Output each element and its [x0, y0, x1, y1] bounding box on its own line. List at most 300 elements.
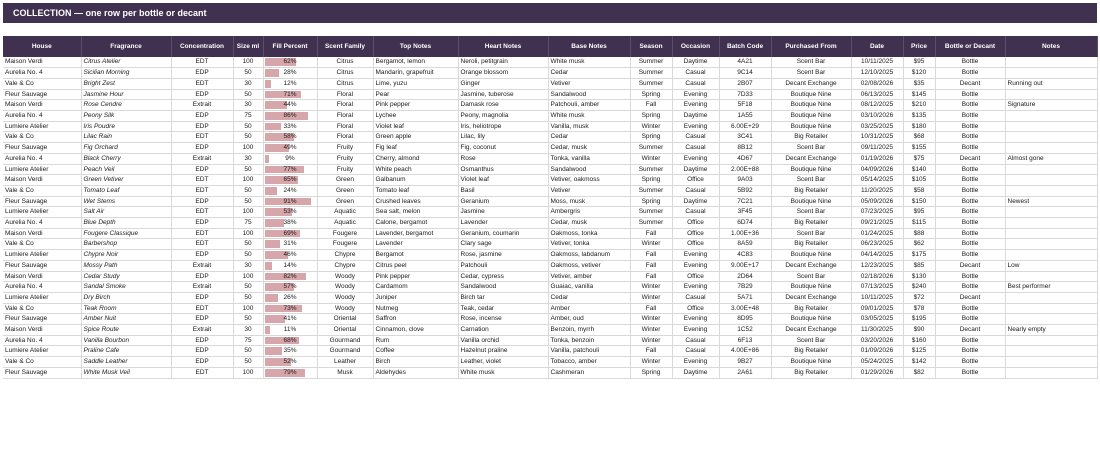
purchased-from-cell[interactable]: Decant Exchange	[771, 292, 851, 303]
bottle-or-decant-cell[interactable]: Bottle	[935, 175, 1005, 186]
date-cell[interactable]: 03/10/2026	[851, 111, 903, 122]
occasion-cell[interactable]: Casual	[672, 143, 719, 154]
scent-family-cell[interactable]: Floral	[317, 89, 373, 100]
scent-family-cell[interactable]: Floral	[317, 111, 373, 122]
batch-code-cell[interactable]: 9A03	[719, 175, 771, 186]
batch-code-cell[interactable]: 1C52	[719, 325, 771, 336]
base-notes-cell[interactable]: Cedar, musk	[548, 143, 630, 154]
purchased-from-cell[interactable]: Boutique Nine	[771, 250, 851, 261]
notes-cell[interactable]	[1005, 303, 1097, 314]
heart-notes-cell[interactable]: Orange blossom	[458, 68, 548, 79]
table-row[interactable]	[3, 164, 1097, 175]
notes-cell[interactable]: Running out	[1005, 78, 1097, 89]
table-row[interactable]	[3, 196, 1097, 207]
date-cell[interactable]: 05/09/2026	[851, 196, 903, 207]
top-notes-cell[interactable]: Green apple	[373, 132, 458, 143]
batch-code-cell[interactable]: 3.00E+48	[719, 303, 771, 314]
table-row[interactable]	[3, 121, 1097, 132]
date-cell[interactable]: 07/23/2025	[851, 207, 903, 218]
column-header[interactable]: Top Notes	[373, 36, 458, 57]
top-notes-cell[interactable]: Violet leaf	[373, 121, 458, 132]
batch-code-cell[interactable]: 2A61	[719, 367, 771, 378]
top-notes-cell[interactable]: Aldehydes	[373, 367, 458, 378]
price-cell[interactable]: $115	[903, 218, 935, 229]
column-header[interactable]: Scent Family	[317, 36, 373, 57]
table-row[interactable]	[3, 207, 1097, 218]
fill-percent-cell[interactable]	[263, 367, 317, 378]
table-row[interactable]	[3, 57, 1097, 68]
base-notes-cell[interactable]: Cedar	[548, 68, 630, 79]
price-cell[interactable]: $240	[903, 282, 935, 293]
concentration-cell[interactable]: EDP	[171, 314, 233, 325]
table-row[interactable]	[3, 175, 1097, 186]
occasion-cell[interactable]: Evening	[672, 314, 719, 325]
notes-cell[interactable]: Newest	[1005, 196, 1097, 207]
batch-code-cell[interactable]: 3F45	[719, 207, 771, 218]
concentration-cell[interactable]: EDP	[171, 271, 233, 282]
column-header[interactable]: House	[3, 36, 81, 57]
house-cell[interactable]: Fleur Sauvage	[3, 143, 81, 154]
fill-percent-cell[interactable]	[263, 325, 317, 336]
price-cell[interactable]: $75	[903, 153, 935, 164]
date-cell[interactable]: 02/08/2026	[851, 78, 903, 89]
top-notes-cell[interactable]: Fig leaf	[373, 143, 458, 154]
fragrance-cell[interactable]: Vanilla Bourbon	[81, 335, 171, 346]
bottle-or-decant-cell[interactable]: Bottle	[935, 143, 1005, 154]
price-cell[interactable]: $82	[903, 367, 935, 378]
house-cell[interactable]: Maison Verdi	[3, 100, 81, 111]
occasion-cell[interactable]: Daytime	[672, 164, 719, 175]
fragrance-cell[interactable]: Bright Zest	[81, 78, 171, 89]
season-cell[interactable]: Winter	[630, 153, 672, 164]
top-notes-cell[interactable]: Tomato leaf	[373, 185, 458, 196]
fragrance-cell[interactable]: Amber Nuit	[81, 314, 171, 325]
size-cell[interactable]: 75	[233, 218, 263, 229]
bottle-or-decant-cell[interactable]: Decant	[935, 325, 1005, 336]
bottle-or-decant-cell[interactable]: Bottle	[935, 346, 1005, 357]
heart-notes-cell[interactable]: Clary sage	[458, 239, 548, 250]
date-cell[interactable]: 03/05/2025	[851, 314, 903, 325]
batch-code-cell[interactable]: 8D95	[719, 314, 771, 325]
occasion-cell[interactable]: Daytime	[672, 196, 719, 207]
base-notes-cell[interactable]: Cedar	[548, 292, 630, 303]
batch-code-cell[interactable]: 9C14	[719, 68, 771, 79]
season-cell[interactable]: Summer	[630, 57, 672, 68]
price-cell[interactable]: $88	[903, 228, 935, 239]
date-cell[interactable]: 06/13/2025	[851, 89, 903, 100]
date-cell[interactable]: 09/01/2025	[851, 303, 903, 314]
date-cell[interactable]: 11/20/2025	[851, 185, 903, 196]
fragrance-cell[interactable]: Lilac Rain	[81, 132, 171, 143]
size-cell[interactable]: 50	[233, 357, 263, 368]
concentration-cell[interactable]: EDP	[171, 196, 233, 207]
heart-notes-cell[interactable]: Cedar, cypress	[458, 271, 548, 282]
scent-family-cell[interactable]: Chypre	[317, 250, 373, 261]
scent-family-cell[interactable]: Oriental	[317, 325, 373, 336]
table-row[interactable]	[3, 292, 1097, 303]
purchased-from-cell[interactable]: Big Retailer	[771, 367, 851, 378]
table-row[interactable]	[3, 185, 1097, 196]
purchased-from-cell[interactable]: Decant Exchange	[771, 153, 851, 164]
base-notes-cell[interactable]: Tonka, vanilla	[548, 153, 630, 164]
concentration-cell[interactable]: EDT	[171, 303, 233, 314]
size-cell[interactable]: 75	[233, 335, 263, 346]
concentration-cell[interactable]: Extrait	[171, 325, 233, 336]
column-header[interactable]: Season	[630, 36, 672, 57]
table-row[interactable]	[3, 271, 1097, 282]
season-cell[interactable]: Winter	[630, 314, 672, 325]
occasion-cell[interactable]: Evening	[672, 250, 719, 261]
price-cell[interactable]: $155	[903, 143, 935, 154]
batch-code-cell[interactable]: 6D74	[719, 218, 771, 229]
heart-notes-cell[interactable]: Fig, coconut	[458, 143, 548, 154]
base-notes-cell[interactable]: Vetiver	[548, 78, 630, 89]
top-notes-cell[interactable]: Lavender, bergamot	[373, 228, 458, 239]
bottle-or-decant-cell[interactable]: Bottle	[935, 132, 1005, 143]
fill-percent-cell[interactable]	[263, 175, 317, 186]
fill-percent-cell[interactable]	[263, 185, 317, 196]
fill-percent-cell[interactable]	[263, 346, 317, 357]
heart-notes-cell[interactable]: Neroli, petitgrain	[458, 57, 548, 68]
occasion-cell[interactable]: Casual	[672, 335, 719, 346]
concentration-cell[interactable]: EDT	[171, 78, 233, 89]
season-cell[interactable]: Winter	[630, 282, 672, 293]
season-cell[interactable]: Fall	[630, 271, 672, 282]
notes-cell[interactable]	[1005, 357, 1097, 368]
size-cell[interactable]: 100	[233, 367, 263, 378]
heart-notes-cell[interactable]: Rose	[458, 153, 548, 164]
occasion-cell[interactable]: Office	[672, 218, 719, 229]
purchased-from-cell[interactable]: Boutique Nine	[771, 314, 851, 325]
scent-family-cell[interactable]: Gourmand	[317, 335, 373, 346]
fill-percent-cell[interactable]	[263, 250, 317, 261]
top-notes-cell[interactable]: White peach	[373, 164, 458, 175]
notes-cell[interactable]	[1005, 132, 1097, 143]
purchased-from-cell[interactable]: Scent Bar	[771, 335, 851, 346]
bottle-or-decant-cell[interactable]: Decant	[935, 78, 1005, 89]
base-notes-cell[interactable]: Vanilla, patchouli	[548, 346, 630, 357]
price-cell[interactable]: $90	[903, 325, 935, 336]
fill-percent-cell[interactable]	[263, 282, 317, 293]
price-cell[interactable]: $140	[903, 164, 935, 175]
season-cell[interactable]: Summer	[630, 164, 672, 175]
size-cell[interactable]: 50	[233, 292, 263, 303]
date-cell[interactable]: 05/24/2025	[851, 357, 903, 368]
base-notes-cell[interactable]: Sandalwood	[548, 164, 630, 175]
concentration-cell[interactable]: EDP	[171, 292, 233, 303]
concentration-cell[interactable]: EDP	[171, 68, 233, 79]
size-cell[interactable]: 100	[233, 228, 263, 239]
date-cell[interactable]: 09/21/2025	[851, 218, 903, 229]
base-notes-cell[interactable]: Benzoin, myrrh	[548, 325, 630, 336]
scent-family-cell[interactable]: Fruity	[317, 143, 373, 154]
scent-family-cell[interactable]: Fougere	[317, 228, 373, 239]
notes-cell[interactable]	[1005, 143, 1097, 154]
bottle-or-decant-cell[interactable]: Bottle	[935, 218, 1005, 229]
house-cell[interactable]: Maison Verdi	[3, 228, 81, 239]
date-cell[interactable]: 02/18/2026	[851, 271, 903, 282]
notes-cell[interactable]: Low	[1005, 260, 1097, 271]
notes-cell[interactable]	[1005, 175, 1097, 186]
purchased-from-cell[interactable]: Scent Bar	[771, 175, 851, 186]
heart-notes-cell[interactable]: Iris, heliotrope	[458, 121, 548, 132]
season-cell[interactable]: Summer	[630, 68, 672, 79]
batch-code-cell[interactable]: 6.00E+29	[719, 121, 771, 132]
table-row[interactable]	[3, 89, 1097, 100]
fragrance-cell[interactable]: Teak Room	[81, 303, 171, 314]
notes-cell[interactable]	[1005, 68, 1097, 79]
fragrance-cell[interactable]: Salt Air	[81, 207, 171, 218]
fragrance-cell[interactable]: Fougere Classique	[81, 228, 171, 239]
base-notes-cell[interactable]: White musk	[548, 57, 630, 68]
concentration-cell[interactable]: EDP	[171, 143, 233, 154]
bottle-or-decant-cell[interactable]: Bottle	[935, 89, 1005, 100]
fill-percent-cell[interactable]	[263, 57, 317, 68]
date-cell[interactable]: 10/11/2025	[851, 57, 903, 68]
price-cell[interactable]: $95	[903, 207, 935, 218]
size-cell[interactable]: 100	[233, 271, 263, 282]
occasion-cell[interactable]: Evening	[672, 121, 719, 132]
occasion-cell[interactable]: Evening	[672, 153, 719, 164]
season-cell[interactable]: Fall	[630, 260, 672, 271]
batch-code-cell[interactable]: 4D67	[719, 153, 771, 164]
heart-notes-cell[interactable]: Peony, magnolia	[458, 111, 548, 122]
table-row[interactable]	[3, 314, 1097, 325]
date-cell[interactable]: 07/13/2025	[851, 282, 903, 293]
date-cell[interactable]: 10/11/2025	[851, 292, 903, 303]
fragrance-cell[interactable]: Fig Orchard	[81, 143, 171, 154]
purchased-from-cell[interactable]: Boutique Nine	[771, 100, 851, 111]
top-notes-cell[interactable]: Citrus peel	[373, 260, 458, 271]
occasion-cell[interactable]: Evening	[672, 100, 719, 111]
scent-family-cell[interactable]: Fruity	[317, 153, 373, 164]
concentration-cell[interactable]: EDT	[171, 239, 233, 250]
batch-code-cell[interactable]: 7D33	[719, 89, 771, 100]
concentration-cell[interactable]: EDP	[171, 111, 233, 122]
column-header[interactable]: Size ml	[233, 36, 263, 57]
top-notes-cell[interactable]: Juniper	[373, 292, 458, 303]
heart-notes-cell[interactable]: Jasmine, tuberose	[458, 89, 548, 100]
fill-percent-cell[interactable]	[263, 121, 317, 132]
bottle-or-decant-cell[interactable]: Bottle	[935, 121, 1005, 132]
base-notes-cell[interactable]: Vetiver	[548, 185, 630, 196]
fragrance-cell[interactable]: Barbershop	[81, 239, 171, 250]
occasion-cell[interactable]: Office	[672, 175, 719, 186]
price-cell[interactable]: $85	[903, 260, 935, 271]
price-cell[interactable]: $142	[903, 357, 935, 368]
size-cell[interactable]: 50	[233, 239, 263, 250]
purchased-from-cell[interactable]: Boutique Nine	[771, 196, 851, 207]
base-notes-cell[interactable]: Vetiver, amber	[548, 271, 630, 282]
batch-code-cell[interactable]: 5A71	[719, 292, 771, 303]
notes-cell[interactable]: Nearly empty	[1005, 325, 1097, 336]
heart-notes-cell[interactable]: Hazelnut praline	[458, 346, 548, 357]
date-cell[interactable]: 04/09/2026	[851, 164, 903, 175]
concentration-cell[interactable]: EDP	[171, 346, 233, 357]
house-cell[interactable]: Aurelia No. 4	[3, 282, 81, 293]
top-notes-cell[interactable]: Nutmeg	[373, 303, 458, 314]
batch-code-cell[interactable]: 6F13	[719, 335, 771, 346]
heart-notes-cell[interactable]: Vanilla orchid	[458, 335, 548, 346]
price-cell[interactable]: $210	[903, 100, 935, 111]
batch-code-cell[interactable]: 1.00E+36	[719, 228, 771, 239]
fragrance-cell[interactable]: Black Cherry	[81, 153, 171, 164]
notes-cell[interactable]	[1005, 335, 1097, 346]
table-row[interactable]	[3, 68, 1097, 79]
size-cell[interactable]: 50	[233, 250, 263, 261]
batch-code-cell[interactable]: 4.00E+86	[719, 346, 771, 357]
house-cell[interactable]: Maison Verdi	[3, 325, 81, 336]
price-cell[interactable]: $62	[903, 239, 935, 250]
bottle-or-decant-cell[interactable]: Bottle	[935, 185, 1005, 196]
notes-cell[interactable]	[1005, 89, 1097, 100]
purchased-from-cell[interactable]: Decant Exchange	[771, 78, 851, 89]
occasion-cell[interactable]: Evening	[672, 260, 719, 271]
scent-family-cell[interactable]: Chypre	[317, 260, 373, 271]
scent-family-cell[interactable]: Green	[317, 196, 373, 207]
fill-percent-cell[interactable]	[263, 132, 317, 143]
purchased-from-cell[interactable]: Scent Bar	[771, 68, 851, 79]
base-notes-cell[interactable]: Cashmeran	[548, 367, 630, 378]
fill-percent-cell[interactable]	[263, 335, 317, 346]
fragrance-cell[interactable]: Dry Birch	[81, 292, 171, 303]
fragrance-cell[interactable]: Peony Silk	[81, 111, 171, 122]
scent-family-cell[interactable]: Woody	[317, 292, 373, 303]
top-notes-cell[interactable]: Pear	[373, 89, 458, 100]
notes-cell[interactable]	[1005, 271, 1097, 282]
date-cell[interactable]: 03/25/2025	[851, 121, 903, 132]
purchased-from-cell[interactable]: Boutique Nine	[771, 89, 851, 100]
purchased-from-cell[interactable]: Boutique Nine	[771, 164, 851, 175]
fragrance-cell[interactable]: White Musk Veil	[81, 367, 171, 378]
fragrance-cell[interactable]: Green Vetiver	[81, 175, 171, 186]
column-header[interactable]: Fragrance	[81, 36, 171, 57]
bottle-or-decant-cell[interactable]: Decant	[935, 260, 1005, 271]
table-row[interactable]	[3, 250, 1097, 261]
date-cell[interactable]: 09/11/2025	[851, 143, 903, 154]
column-header[interactable]: Occasion	[672, 36, 719, 57]
season-cell[interactable]: Summer	[630, 143, 672, 154]
table-row[interactable]	[3, 153, 1097, 164]
size-cell[interactable]: 50	[233, 196, 263, 207]
house-cell[interactable]: Aurelia No. 4	[3, 335, 81, 346]
date-cell[interactable]: 12/10/2025	[851, 68, 903, 79]
season-cell[interactable]: Fall	[630, 250, 672, 261]
house-cell[interactable]: Lumiere Atelier	[3, 292, 81, 303]
occasion-cell[interactable]: Office	[672, 228, 719, 239]
concentration-cell[interactable]: EDT	[171, 132, 233, 143]
batch-code-cell[interactable]: 9.00E+17	[719, 260, 771, 271]
top-notes-cell[interactable]: Bergamot, lemon	[373, 57, 458, 68]
fill-percent-cell[interactable]	[263, 111, 317, 122]
house-cell[interactable]: Vale & Co	[3, 132, 81, 143]
fill-percent-cell[interactable]	[263, 292, 317, 303]
bottle-or-decant-cell[interactable]: Bottle	[935, 228, 1005, 239]
season-cell[interactable]: Summer	[630, 185, 672, 196]
top-notes-cell[interactable]: Pink pepper	[373, 100, 458, 111]
house-cell[interactable]: Lumiere Atelier	[3, 121, 81, 132]
scent-family-cell[interactable]: Citrus	[317, 78, 373, 89]
size-cell[interactable]: 30	[233, 153, 263, 164]
size-cell[interactable]: 50	[233, 89, 263, 100]
top-notes-cell[interactable]: Cinnamon, clove	[373, 325, 458, 336]
price-cell[interactable]: $195	[903, 314, 935, 325]
fragrance-cell[interactable]: Cedar Study	[81, 271, 171, 282]
heart-notes-cell[interactable]: Patchouli	[458, 260, 548, 271]
house-cell[interactable]: Aurelia No. 4	[3, 218, 81, 229]
notes-cell[interactable]	[1005, 292, 1097, 303]
table-row[interactable]	[3, 228, 1097, 239]
scent-family-cell[interactable]: Floral	[317, 121, 373, 132]
concentration-cell[interactable]: Extrait	[171, 282, 233, 293]
scent-family-cell[interactable]: Aquatic	[317, 218, 373, 229]
size-cell[interactable]: 50	[233, 68, 263, 79]
notes-cell[interactable]: Best performer	[1005, 282, 1097, 293]
notes-cell[interactable]	[1005, 346, 1097, 357]
scent-family-cell[interactable]: Gourmand	[317, 346, 373, 357]
batch-code-cell[interactable]: 2.00E+88	[719, 164, 771, 175]
purchased-from-cell[interactable]: Scent Bar	[771, 143, 851, 154]
price-cell[interactable]: $150	[903, 196, 935, 207]
bottle-or-decant-cell[interactable]: Bottle	[935, 314, 1005, 325]
price-cell[interactable]: $125	[903, 346, 935, 357]
fill-percent-cell[interactable]	[263, 228, 317, 239]
house-cell[interactable]: Vale & Co	[3, 357, 81, 368]
base-notes-cell[interactable]: Oakmoss, tonka	[548, 228, 630, 239]
price-cell[interactable]: $105	[903, 175, 935, 186]
heart-notes-cell[interactable]: Carnation	[458, 325, 548, 336]
price-cell[interactable]: $130	[903, 271, 935, 282]
fill-percent-cell[interactable]	[263, 100, 317, 111]
fill-percent-cell[interactable]	[263, 196, 317, 207]
season-cell[interactable]: Fall	[630, 303, 672, 314]
batch-code-cell[interactable]: 7C21	[719, 196, 771, 207]
scent-family-cell[interactable]: Leather	[317, 357, 373, 368]
table-row[interactable]	[3, 357, 1097, 368]
batch-code-cell[interactable]: 5B92	[719, 185, 771, 196]
fill-percent-cell[interactable]	[263, 143, 317, 154]
bottle-or-decant-cell[interactable]: Bottle	[935, 335, 1005, 346]
concentration-cell[interactable]: EDP	[171, 164, 233, 175]
house-cell[interactable]: Lumiere Atelier	[3, 207, 81, 218]
base-notes-cell[interactable]: Guaiac, vanilla	[548, 282, 630, 293]
fill-percent-cell[interactable]	[263, 239, 317, 250]
price-cell[interactable]: $180	[903, 121, 935, 132]
fragrance-cell[interactable]: Tomato Leaf	[81, 185, 171, 196]
notes-cell[interactable]	[1005, 228, 1097, 239]
size-cell[interactable]: 50	[233, 132, 263, 143]
scent-family-cell[interactable]: Floral	[317, 100, 373, 111]
occasion-cell[interactable]: Office	[672, 239, 719, 250]
fragrance-cell[interactable]: Wet Stems	[81, 196, 171, 207]
size-cell[interactable]: 30	[233, 100, 263, 111]
season-cell[interactable]: Fall	[630, 100, 672, 111]
purchased-from-cell[interactable]: Big Retailer	[771, 346, 851, 357]
column-header[interactable]: Price	[903, 36, 935, 57]
season-cell[interactable]: Summer	[630, 207, 672, 218]
top-notes-cell[interactable]: Rum	[373, 335, 458, 346]
purchased-from-cell[interactable]: Scent Bar	[771, 228, 851, 239]
occasion-cell[interactable]: Daytime	[672, 111, 719, 122]
top-notes-cell[interactable]: Mandarin, grapefruit	[373, 68, 458, 79]
house-cell[interactable]: Aurelia No. 4	[3, 68, 81, 79]
base-notes-cell[interactable]: Oakmoss, labdanum	[548, 250, 630, 261]
top-notes-cell[interactable]: Lime, yuzu	[373, 78, 458, 89]
house-cell[interactable]: Fleur Sauvage	[3, 367, 81, 378]
scent-family-cell[interactable]: Woody	[317, 271, 373, 282]
top-notes-cell[interactable]: Saffron	[373, 314, 458, 325]
top-notes-cell[interactable]: Birch	[373, 357, 458, 368]
